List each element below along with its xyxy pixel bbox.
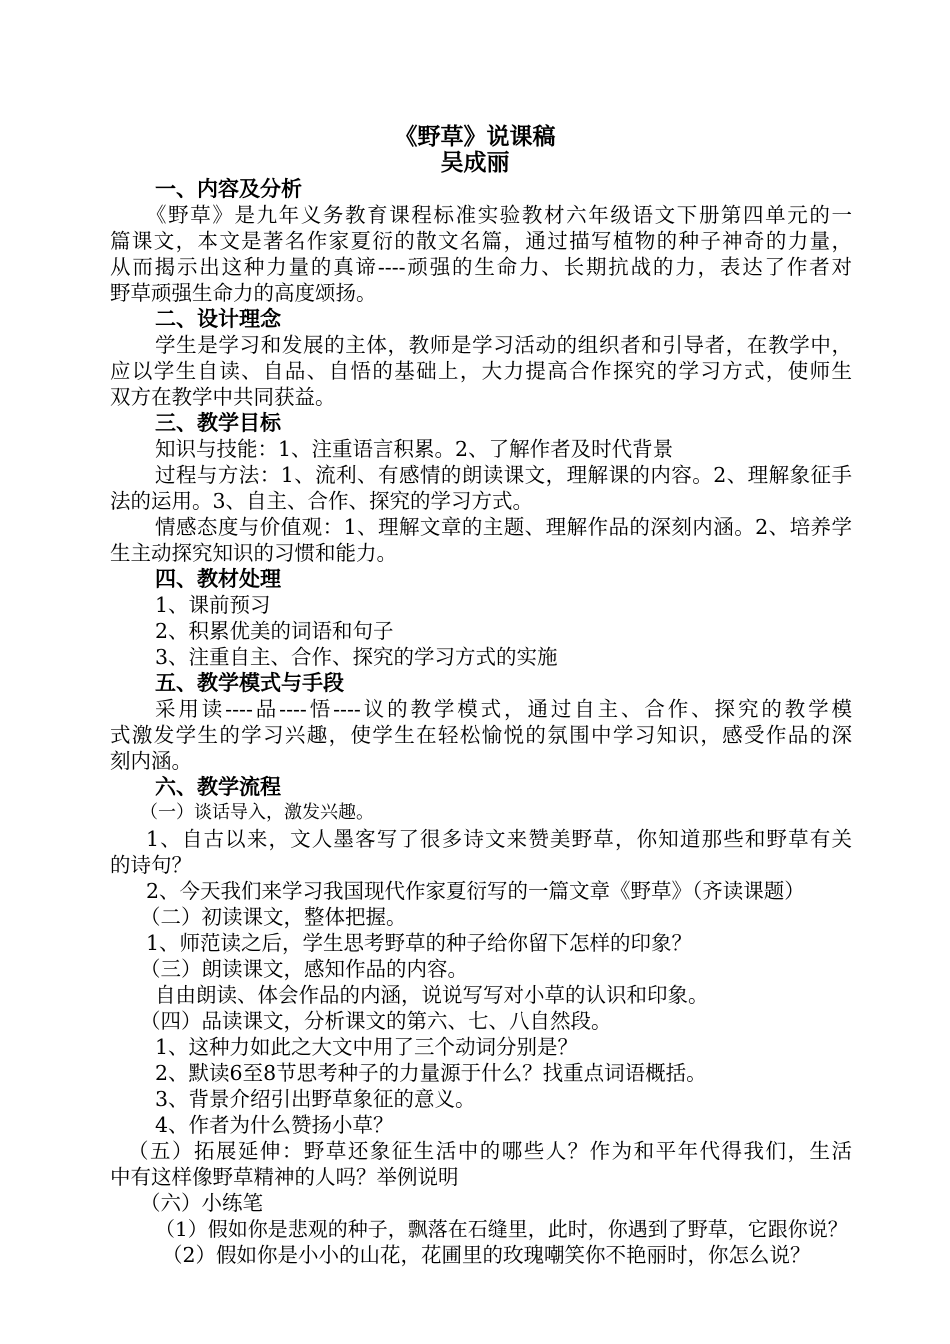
paragraph-line: 生主动探究知识的习惯和能力。 [110, 541, 397, 565]
subsection-heading: （四）品读课文，分析课文的第六、七、八自然段。 [140, 1009, 612, 1033]
document-title: 《野草》说课稿 [394, 124, 556, 150]
list-item: 3、注重自主、合作、探究的学习方式的实施 [155, 645, 558, 669]
section-heading: 四、教材处理 [155, 567, 281, 591]
paragraph-line: 《野草》是九年义务教育课程标准实验教材六年级语文下册第四单元的一 [146, 203, 852, 227]
paragraph-line: 情感态度与价值观：1、理解文章的主题、理解作品的深刻内涵。2、培养学 [155, 515, 852, 539]
section-heading: 一、内容及分析 [155, 177, 302, 201]
paragraph-line: 自由朗读、体会作品的内涵，说说写写对小草的认识和印象。 [155, 983, 709, 1007]
subsection-heading: （六）小练笔 [140, 1191, 263, 1215]
paragraph-line: 过程与方法：1、流利、有感情的朗读课文，理解课的内容。2、理解象征手 [155, 463, 852, 487]
section-heading: 五、教学模式与手段 [155, 671, 344, 695]
paragraph-line: 式激发学生的学习兴趣，使学生在轻松愉悦的氛围中学习知识，感受作品的深 [110, 723, 852, 747]
list-item: （2）假如你是小小的山花，花圃里的玫瑰嘲笑你不艳丽时，你怎么说？ [162, 1243, 811, 1267]
list-item: 1、这种力如此之大文中用了三个动词分别是？ [155, 1035, 579, 1059]
paragraph-line: 双方在教学中共同获益。 [110, 385, 336, 409]
list-item: （1）假如你是悲观的种子，飘落在石缝里，此时，你遇到了野草，它跟你说？ [155, 1217, 848, 1241]
paragraph-line: 1、师范读之后，学生思考野草的种子给你留下怎样的印象？ [146, 931, 693, 955]
subsection-heading: （一）谈话导入，激发兴趣。 [140, 802, 374, 823]
paragraph-line: 中有这样像野草精神的人吗？举例说明 [110, 1165, 459, 1189]
paragraph-line: （五）拓展延伸：野草还象征生活中的哪些人？作为和平年代得我们，生活 [128, 1139, 852, 1163]
section-heading: 三、教学目标 [155, 411, 281, 435]
section-heading: 六、教学流程 [155, 775, 281, 799]
document-author: 吴成丽 [440, 150, 510, 176]
paragraph-line: 从而揭示出这种力量的真谛----顽强的生命力、长期抗战的力，表达了作者对 [110, 255, 852, 279]
paragraph-line: 篇课文，本文是著名作家夏衍的散文名篇，通过描写植物的种子神奇的力量， [110, 229, 852, 253]
paragraph-line: 的诗句？ [110, 853, 192, 877]
paragraph-line: 学生是学习和发展的主体，教师是学习活动的组织者和引导者，在教学中， [155, 333, 852, 357]
paragraph-line: 知识与技能：1、注重语言积累。2、了解作者及时代背景 [155, 437, 674, 461]
paragraph-line: 刻内涵。 [110, 749, 192, 773]
paragraph-line: 采用读----品----悟----议的教学模式，通过自主、合作、探究的教学模 [155, 697, 852, 721]
list-item: 2、默读6至8节思考种子的力量源于什么？找重点词语概括。 [155, 1061, 707, 1085]
subsection-heading: （三）朗读课文，感知作品的内容。 [140, 957, 468, 981]
list-item: 2、积累优美的词语和句子 [155, 619, 394, 643]
list-item: 1、课前预习 [155, 593, 271, 617]
paragraph-line: 法的运用。3、自主、合作、探究的学习方式。 [110, 489, 534, 513]
paragraph-line: 1、自古以来，文人墨客写了很多诗文来赞美野草，你知道那些和野草有关 [146, 827, 852, 851]
list-item: 3、背景介绍引出野草象征的意义。 [155, 1087, 476, 1111]
subsection-heading: （二）初读课文，整体把握。 [140, 905, 407, 929]
paragraph-line: 2、今天我们来学习我国现代作家夏衍写的一篇文章《野草》（齐读课题） [146, 879, 805, 903]
list-item: 4、作者为什么赞扬小草？ [155, 1113, 394, 1137]
section-heading: 二、设计理念 [155, 307, 281, 331]
paragraph-line: 野草顽强生命力的高度颂扬。 [110, 281, 377, 305]
paragraph-line: 应以学生自读、自品、自悟的基础上，大力提高合作探究的学习方式，使师生 [110, 359, 852, 383]
